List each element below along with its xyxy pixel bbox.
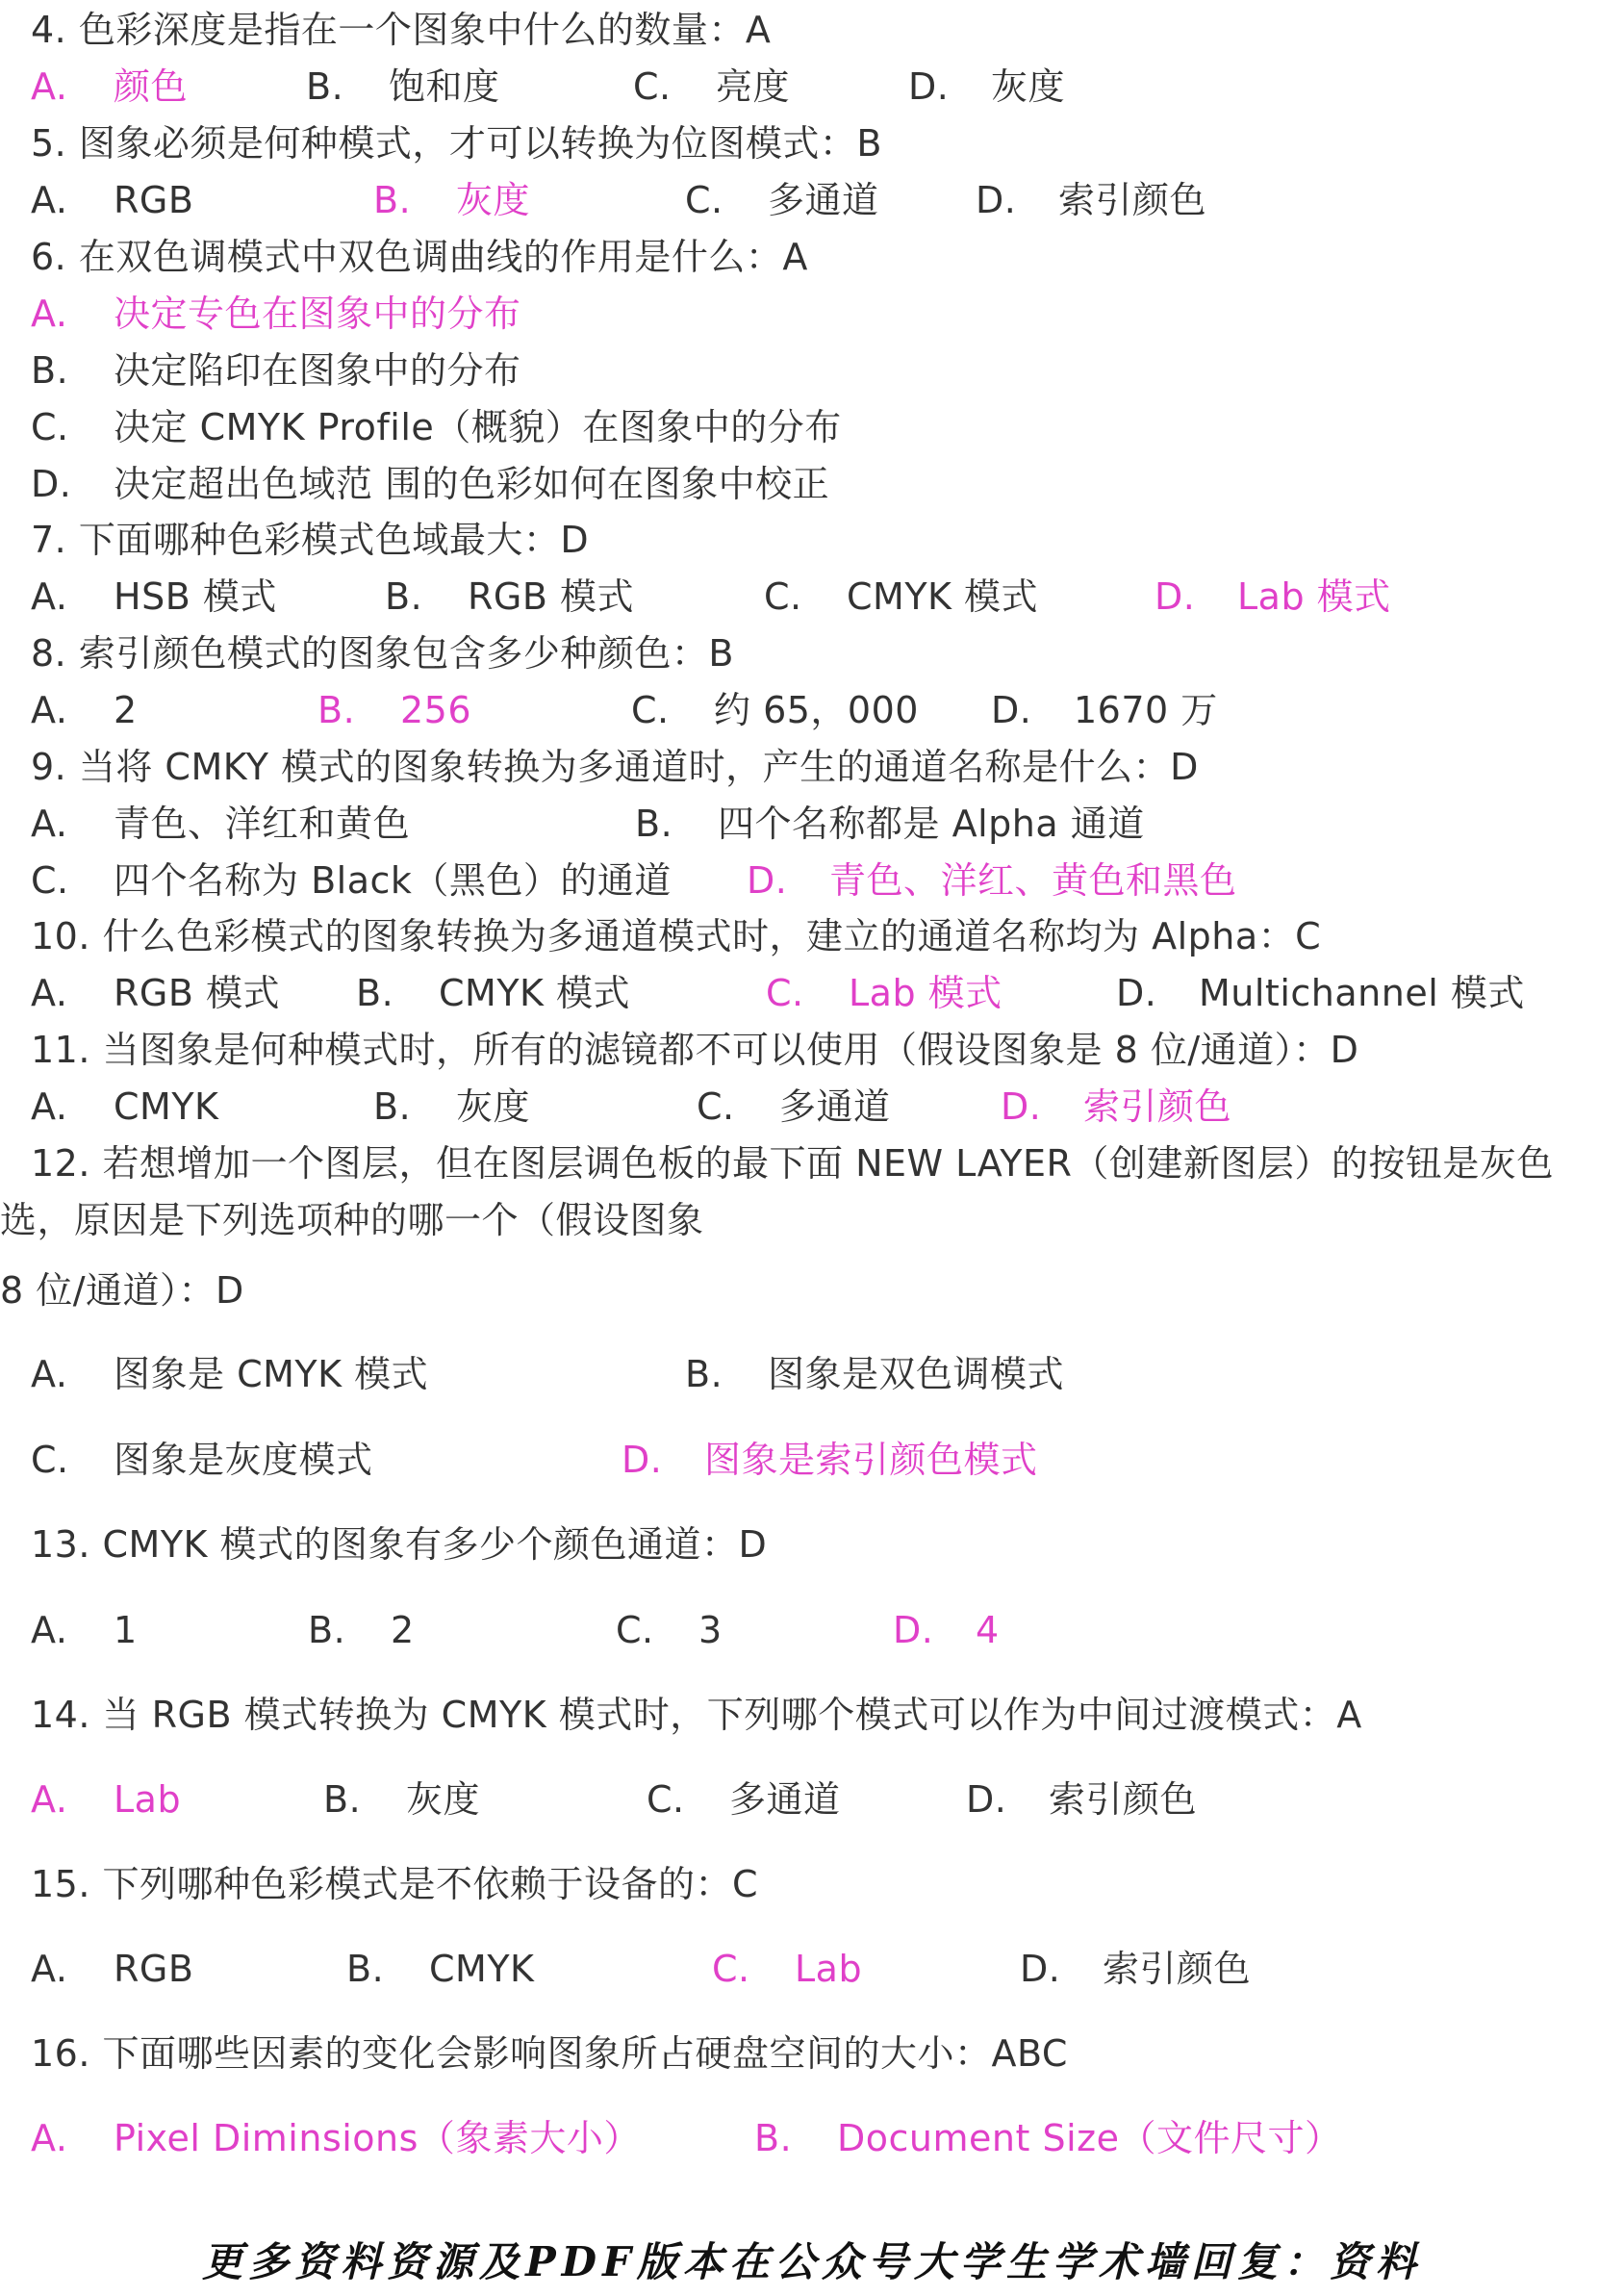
option-letter: B. xyxy=(385,575,423,618)
option-text: HSB 模式 xyxy=(114,575,277,618)
question-line-q4: 4. 色彩深度是指在一个图象中什么的数量：A xyxy=(31,9,772,51)
option-letter: B. xyxy=(346,1948,385,1990)
option-letter: D. xyxy=(966,1778,1007,1821)
answer-option xyxy=(1116,969,1525,1017)
question-line-q14: 14. 当 RGB 模式转换为 CMYK 模式时，下列哪个模式可以作为中间过渡模式：A xyxy=(31,1694,1362,1736)
option-text: RGB 模式 xyxy=(468,575,634,618)
option-text: 饱和度 xyxy=(389,65,500,108)
answer-option xyxy=(697,1083,891,1131)
option-text: Lab 模式 xyxy=(849,972,1002,1014)
option-text: 决定陷印在图象中的分布 xyxy=(114,349,521,392)
option-text: 灰度 xyxy=(456,179,531,221)
option-letter: A. xyxy=(31,1609,68,1651)
option-text: Lab xyxy=(114,1778,182,1821)
answer-option xyxy=(31,856,672,905)
answer-option xyxy=(764,573,1038,621)
answer-option xyxy=(346,1945,534,1993)
option-letter: C. xyxy=(633,65,672,108)
option-letter: D. xyxy=(1001,1085,1042,1128)
option-letter: A. xyxy=(31,1948,68,1990)
option-letter: C. xyxy=(631,689,670,731)
question-line-q16: 16. 下面哪些因素的变化会影响图象所占硬盘空间的大小：ABC xyxy=(31,2032,1068,2075)
footer-note: 更多资料资源及PDF版本在公众号大学生学术墙回复：资料 xyxy=(202,2238,1422,2285)
option-text: CMYK xyxy=(114,1085,219,1128)
option-letter: B. xyxy=(356,972,394,1014)
option-letter: B. xyxy=(31,349,69,392)
option-letter: B. xyxy=(635,803,673,845)
option-text: 图象是索引颜色模式 xyxy=(704,1439,1038,1481)
option-letter: A. xyxy=(31,803,68,845)
option-letter: A. xyxy=(31,293,68,335)
option-letter: B. xyxy=(685,1353,723,1395)
option-text: 青色、洋红、黄色和黑色 xyxy=(829,859,1237,902)
answer-option xyxy=(31,1775,181,1824)
question-line-q11: 11. 当图象是何种模式时，所有的滤镜都不可以使用（假设图象是 8 位/通道）：D xyxy=(31,1029,1359,1071)
option-text: 决定 CMYK Profile（概貌）在图象中的分布 xyxy=(114,406,842,448)
option-text: RGB xyxy=(114,179,194,221)
option-text: Document Size（文件尺寸） xyxy=(837,2117,1342,2159)
option-letter: A. xyxy=(31,575,68,618)
answer-option xyxy=(754,2114,1341,2162)
option-letter: D. xyxy=(991,689,1032,731)
option-letter: D. xyxy=(1116,972,1157,1014)
answer-option xyxy=(966,1775,1197,1824)
option-text: 图象是 CMYK 模式 xyxy=(114,1353,429,1395)
option-text: 青色、洋红和黄色 xyxy=(114,803,411,845)
option-letter: C. xyxy=(766,972,804,1014)
option-letter: A. xyxy=(31,972,68,1014)
answer-option xyxy=(747,856,1237,905)
option-letter: C. xyxy=(647,1778,685,1821)
answer-option xyxy=(31,1083,218,1131)
answer-option xyxy=(31,686,138,734)
option-text: 四个名称为 Black（黑色）的通道 xyxy=(114,859,672,902)
answer-option xyxy=(31,176,193,224)
option-text: 灰度 xyxy=(456,1085,531,1128)
option-text: 1670 万 xyxy=(1074,689,1218,731)
answer-option xyxy=(616,1606,723,1654)
answer-option xyxy=(356,969,630,1017)
option-text: 索引颜色 xyxy=(1058,179,1207,221)
option-letter: C. xyxy=(712,1948,750,1990)
answer-option xyxy=(31,2114,641,2162)
option-text: Pixel Diminsions（象素大小） xyxy=(114,2117,641,2159)
answer-option xyxy=(317,686,471,734)
option-letter: D. xyxy=(1155,575,1196,618)
option-letter: D. xyxy=(893,1609,934,1651)
answer-option xyxy=(31,1945,193,1993)
option-letter: D. xyxy=(908,65,950,108)
option-letter: A. xyxy=(31,2117,68,2159)
option-letter: B. xyxy=(373,1085,412,1128)
question-line-q12a: 12. 若想增加一个图层，但在图层调色板的最下面 NEW LAYER（创建新图层）的按钮是灰色 xyxy=(31,1142,1554,1185)
option-text: CMYK 模式 xyxy=(439,972,631,1014)
answer-option xyxy=(976,176,1206,224)
answer-option xyxy=(31,460,829,508)
option-letter: B. xyxy=(373,179,412,221)
answer-option xyxy=(373,1083,530,1131)
option-text: 亮度 xyxy=(716,65,791,108)
option-text: 索引颜色 xyxy=(1049,1778,1198,1821)
answer-option xyxy=(893,1606,1000,1654)
option-letter: B. xyxy=(317,689,356,731)
answer-option xyxy=(631,686,919,734)
option-text: 图象是灰度模式 xyxy=(114,1439,373,1481)
option-letter: A. xyxy=(31,1085,68,1128)
answer-option xyxy=(31,1436,373,1484)
answer-option xyxy=(1001,1083,1231,1131)
option-letter: D. xyxy=(747,859,788,902)
answer-option xyxy=(712,1945,862,1993)
option-letter: A. xyxy=(31,65,68,108)
question-line-q7: 7. 下面哪种色彩模式色域最大：D xyxy=(31,519,590,561)
answer-option xyxy=(991,686,1218,734)
question-line-q5: 5. 图象必须是何种模式，才可以转换为位图模式：B xyxy=(31,122,882,165)
option-text: 索引颜色 xyxy=(1103,1948,1252,1990)
option-text: 4 xyxy=(976,1609,1000,1651)
answer-option xyxy=(31,969,280,1017)
question-line-q9: 9. 当将 CMKY 模式的图象转换为多通道时，产生的通道名称是什么：D xyxy=(31,746,1199,788)
option-text: 颜色 xyxy=(114,65,189,108)
answer-option xyxy=(31,403,842,451)
question-line-q6: 6. 在双色调模式中双色调曲线的作用是什么：A xyxy=(31,236,808,278)
answer-option xyxy=(31,573,277,621)
answer-option xyxy=(1155,573,1391,621)
option-letter: B. xyxy=(308,1609,346,1651)
answer-option xyxy=(766,969,1002,1017)
option-letter: C. xyxy=(31,406,69,448)
option-letter: B. xyxy=(323,1778,362,1821)
option-text: CMYK 模式 xyxy=(847,575,1039,618)
option-letter: C. xyxy=(31,1439,69,1481)
option-letter: D. xyxy=(1020,1948,1061,1990)
option-text: 多通道 xyxy=(779,1085,891,1128)
option-text: 决定超出色域范 围的色彩如何在图象中校正 xyxy=(114,463,830,505)
answer-option xyxy=(622,1436,1038,1484)
option-text: 2 xyxy=(114,689,138,731)
answer-option xyxy=(31,1606,138,1654)
option-text: Lab xyxy=(795,1948,863,1990)
option-text: 256 xyxy=(400,689,472,731)
option-letter: B. xyxy=(306,65,344,108)
option-text: CMYK xyxy=(429,1948,535,1990)
question-line-q8: 8. 索引颜色模式的图象包含多少种颜色：B xyxy=(31,632,734,675)
option-letter: D. xyxy=(31,463,72,505)
answer-option xyxy=(31,800,410,848)
option-letter: C. xyxy=(764,575,802,618)
answer-option xyxy=(385,573,634,621)
answer-option xyxy=(635,800,1145,848)
answer-option xyxy=(323,1775,480,1824)
option-text: 决定专色在图象中的分布 xyxy=(114,293,521,335)
option-text: 多通道 xyxy=(768,179,879,221)
option-text: 3 xyxy=(698,1609,723,1651)
option-letter: D. xyxy=(622,1439,663,1481)
option-text: 图象是双色调模式 xyxy=(768,1353,1065,1395)
answer-option xyxy=(31,1350,428,1398)
option-text: 索引颜色 xyxy=(1083,1085,1232,1128)
option-text: 多通道 xyxy=(729,1778,841,1821)
answer-option xyxy=(31,346,521,395)
option-text: 四个名称都是 Alpha 通道 xyxy=(718,803,1145,845)
option-text: 2 xyxy=(391,1609,415,1651)
option-letter: A. xyxy=(31,1353,68,1395)
answer-option xyxy=(647,1775,841,1824)
option-text: 1 xyxy=(114,1609,138,1651)
option-letter: D. xyxy=(976,179,1017,221)
option-letter: C. xyxy=(31,859,69,902)
question-line-q12c: 8 位/通道）：D xyxy=(0,1269,244,1312)
question-line-q15: 15. 下列哪种色彩模式是不依赖于设备的：C xyxy=(31,1863,759,1905)
question-line-q12b: 选，原因是下列选项种的哪一个（假设图象 xyxy=(0,1199,704,1241)
option-text: 灰度 xyxy=(406,1778,481,1821)
answer-option xyxy=(1020,1945,1251,1993)
option-letter: B. xyxy=(754,2117,793,2159)
option-text: RGB 模式 xyxy=(114,972,280,1014)
question-line-q13: 13. CMYK 模式的图象有多少个颜色通道：D xyxy=(31,1523,768,1566)
option-text: RGB xyxy=(114,1948,194,1990)
option-text: Lab 模式 xyxy=(1237,575,1391,618)
option-letter: C. xyxy=(685,179,723,221)
option-text: Multichannel 模式 xyxy=(1199,972,1525,1014)
answer-option xyxy=(685,1350,1064,1398)
answer-option xyxy=(633,63,790,111)
option-letter: A. xyxy=(31,1778,68,1821)
option-letter: A. xyxy=(31,179,68,221)
option-letter: C. xyxy=(616,1609,654,1651)
question-line-q10: 10. 什么色彩模式的图象转换为多通道模式时，建立的通道名称均为 Alpha：C xyxy=(31,915,1322,957)
answer-option xyxy=(31,290,521,338)
answer-option xyxy=(308,1606,415,1654)
answer-option xyxy=(373,176,530,224)
answer-option xyxy=(306,63,500,111)
answer-option xyxy=(685,176,879,224)
option-letter: A. xyxy=(31,689,68,731)
answer-option xyxy=(31,63,188,111)
option-text: 灰度 xyxy=(991,65,1066,108)
option-text: 约 65，000 xyxy=(714,689,919,731)
answer-option xyxy=(908,63,1065,111)
option-letter: C. xyxy=(697,1085,735,1128)
